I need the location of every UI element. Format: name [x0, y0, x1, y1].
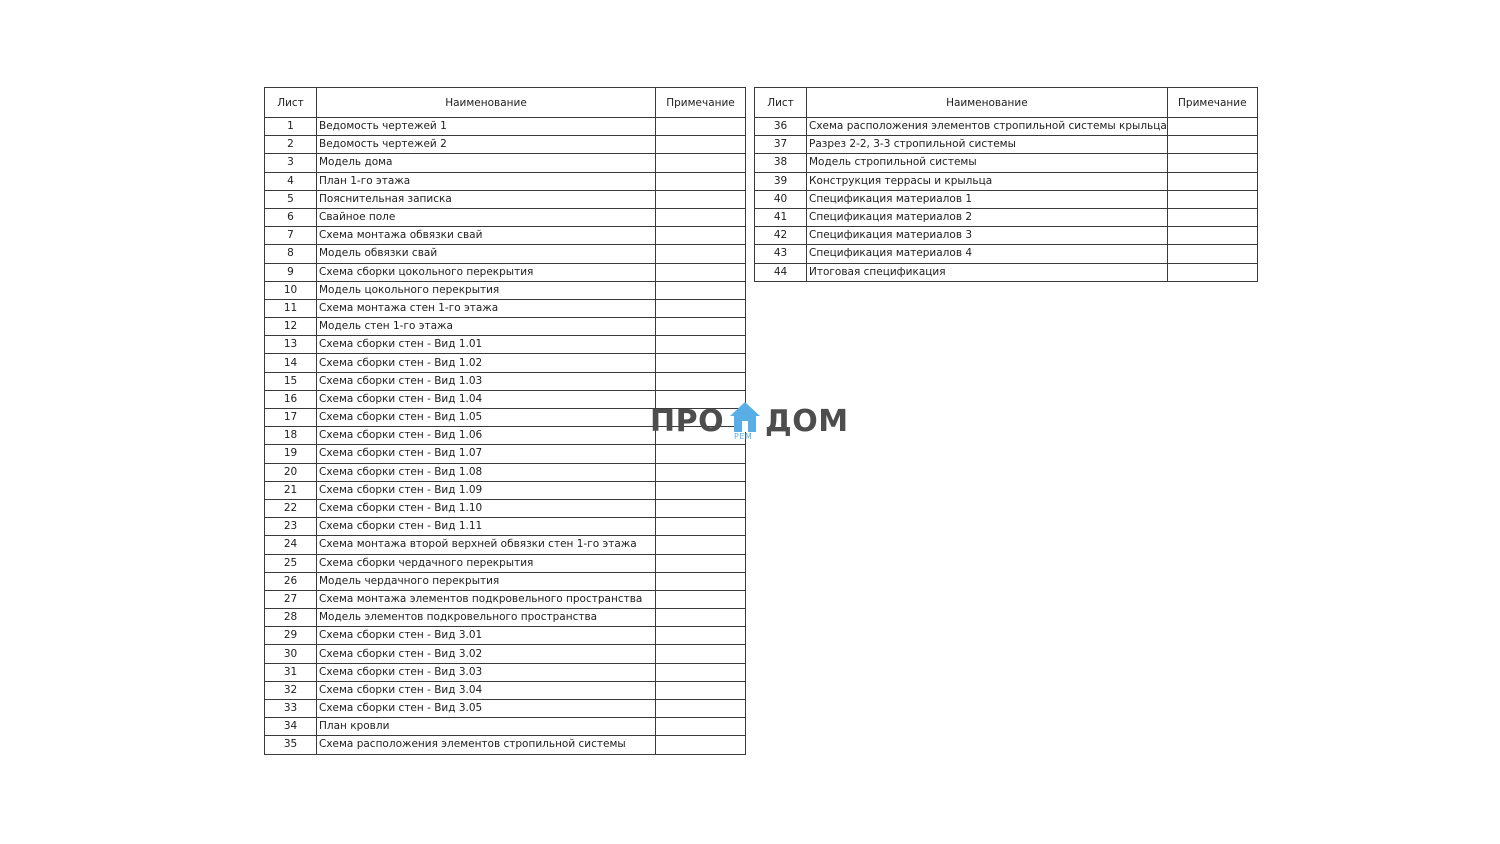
sheet-number-cell: 38 [755, 154, 807, 172]
table-row [265, 154, 746, 172]
note-cell [656, 572, 746, 590]
table-row [265, 136, 746, 154]
table-row [265, 463, 746, 481]
table-row [265, 208, 746, 226]
sheet-number-cell: 14 [265, 354, 317, 372]
sheet-number-cell: 21 [265, 481, 317, 499]
header-note: Примечание [1167, 88, 1257, 118]
sheet-number-cell: 41 [755, 208, 807, 226]
table-row [265, 354, 746, 372]
sheet-name-cell: Спецификация материалов 1 [807, 190, 1168, 208]
sheet-number-cell: 31 [265, 663, 317, 681]
sheet-number-cell: 20 [265, 463, 317, 481]
note-cell [656, 718, 746, 736]
sheet-name-cell: Схема сборки стен - Вид 3.02 [317, 645, 656, 663]
note-cell [656, 154, 746, 172]
sheet-number-cell: 28 [265, 609, 317, 627]
sheet-number-cell: 16 [265, 390, 317, 408]
table-row [265, 281, 746, 299]
table-row [265, 172, 746, 190]
sheet-name-cell: План 1-го этажа [317, 172, 656, 190]
note-cell [656, 700, 746, 718]
note-cell [656, 627, 746, 645]
house-icon [729, 401, 761, 435]
sheet-number-cell: 22 [265, 499, 317, 517]
note-cell [1167, 154, 1257, 172]
table-body-right [755, 118, 1258, 282]
sheet-number-cell: 3 [265, 154, 317, 172]
table-row [265, 554, 746, 572]
sheet-number-cell: 6 [265, 208, 317, 226]
sheet-number-cell: 17 [265, 409, 317, 427]
note-cell [656, 318, 746, 336]
sheet-name-cell: Схема сборки чердачного перекрытия [317, 554, 656, 572]
table-row [755, 136, 1258, 154]
note-cell [656, 736, 746, 754]
drawings-list-table-right [754, 87, 1258, 282]
sheet-name-cell: Схема сборки стен - Вид 1.06 [317, 427, 656, 445]
sheet-number-cell: 13 [265, 336, 317, 354]
table-row [755, 118, 1258, 136]
sheet-name-cell: Схема сборки цокольного перекрытия [317, 263, 656, 281]
sheet-number-cell: 27 [265, 590, 317, 608]
table-row [755, 227, 1258, 245]
table-row [265, 245, 746, 263]
header-note: Примечание [656, 88, 746, 118]
note-cell [656, 536, 746, 554]
note-cell [1167, 245, 1257, 263]
sheet-name-cell: Схема сборки стен - Вид 1.02 [317, 354, 656, 372]
sheet-number-cell: 8 [265, 245, 317, 263]
table-row [265, 190, 746, 208]
sheet-number-cell: 30 [265, 645, 317, 663]
note-cell [656, 481, 746, 499]
table-row [265, 536, 746, 554]
note-cell [656, 118, 746, 136]
sheet-name-cell: План кровли [317, 718, 656, 736]
sheet-name-cell: Модель обвязки свай [317, 245, 656, 263]
table-header-row [265, 88, 746, 118]
sheet-name-cell: Схема сборки стен - Вид 1.08 [317, 463, 656, 481]
note-cell [656, 609, 746, 627]
table-row [265, 681, 746, 699]
header-sheet: Лист [265, 88, 317, 118]
table-row [265, 499, 746, 517]
note-cell [656, 445, 746, 463]
table-row [265, 572, 746, 590]
sheet-name-cell: Разрез 2-2, 3-3 стропильной системы [807, 136, 1168, 154]
table-row [265, 118, 746, 136]
table-header-row [755, 88, 1258, 118]
sheet-number-cell: 25 [265, 554, 317, 572]
table-row [755, 172, 1258, 190]
note-cell [1167, 118, 1257, 136]
sheet-number-cell: 5 [265, 190, 317, 208]
note-cell [1167, 172, 1257, 190]
note-cell [656, 190, 746, 208]
note-cell [1167, 208, 1257, 226]
sheet-name-cell: Схема сборки стен - Вид 1.04 [317, 390, 656, 408]
sheet-number-cell: 2 [265, 136, 317, 154]
sheet-number-cell: 40 [755, 190, 807, 208]
table-row [755, 154, 1258, 172]
sheet-name-cell: Ведомость чертежей 2 [317, 136, 656, 154]
sheet-name-cell: Схема расположения элементов стропильной системы крыльца [807, 118, 1168, 136]
note-cell [656, 590, 746, 608]
sheet-number-cell: 33 [265, 700, 317, 718]
sheet-number-cell: 4 [265, 172, 317, 190]
logo-text-left: ПРО [650, 404, 725, 439]
sheet-name-cell: Спецификация материалов 4 [807, 245, 1168, 263]
sheet-name-cell: Спецификация материалов 3 [807, 227, 1168, 245]
table-row [265, 736, 746, 754]
sheet-name-cell: Модель чердачного перекрытия [317, 572, 656, 590]
sheet-name-cell: Схема сборки стен - Вид 3.03 [317, 663, 656, 681]
sheet-name-cell: Схема сборки стен - Вид 3.04 [317, 681, 656, 699]
sheet-number-cell: 23 [265, 518, 317, 536]
sheet-name-cell: Схема монтажа элементов подкровельного пространства [317, 590, 656, 608]
sheet-name-cell: Схема монтажа обвязки свай [317, 227, 656, 245]
table-row [755, 208, 1258, 226]
table-row [265, 609, 746, 627]
sheet-name-cell: Схема монтажа второй верхней обвязки стен 1-го этажа [317, 536, 656, 554]
sheet-name-cell: Модель цокольного перекрытия [317, 281, 656, 299]
note-cell [1167, 136, 1257, 154]
sheet-number-cell: 34 [265, 718, 317, 736]
sheet-number-cell: 11 [265, 299, 317, 317]
sheet-name-cell: Модель элементов подкровельного пространства [317, 609, 656, 627]
table-row [265, 372, 746, 390]
note-cell [1167, 227, 1257, 245]
sheet-number-cell: 9 [265, 263, 317, 281]
sheet-name-cell: Свайное поле [317, 208, 656, 226]
table-row [265, 299, 746, 317]
table-row [755, 245, 1258, 263]
sheet-name-cell: Схема сборки стен - Вид 1.09 [317, 481, 656, 499]
note-cell [656, 518, 746, 536]
sheet-number-cell: 15 [265, 372, 317, 390]
sheet-name-cell: Модель дома [317, 154, 656, 172]
header-name: Наименование [317, 88, 656, 118]
table-row [265, 627, 746, 645]
note-cell [1167, 263, 1257, 281]
note-cell [656, 354, 746, 372]
sheet-name-cell: Схема сборки стен - Вид 1.03 [317, 372, 656, 390]
sheet-name-cell: Схема сборки стен - Вид 3.01 [317, 627, 656, 645]
sheet-name-cell: Схема сборки стен - Вид 1.10 [317, 499, 656, 517]
note-cell [656, 336, 746, 354]
table-row [265, 481, 746, 499]
note-cell [656, 681, 746, 699]
note-cell [656, 263, 746, 281]
table-row [265, 445, 746, 463]
sheet-name-cell: Схема расположения элементов стропильной системы [317, 736, 656, 754]
sheet-number-cell: 19 [265, 445, 317, 463]
sheet-number-cell: 39 [755, 172, 807, 190]
sheet-name-cell: Схема сборки стен - Вид 1.01 [317, 336, 656, 354]
note-cell [656, 172, 746, 190]
logo-subtext: РЕМ [734, 432, 753, 441]
sheet-number-cell: 10 [265, 281, 317, 299]
note-cell [656, 554, 746, 572]
note-cell [656, 281, 746, 299]
note-cell [656, 299, 746, 317]
sheet-number-cell: 35 [265, 736, 317, 754]
sheet-name-cell: Итоговая спецификация [807, 263, 1168, 281]
logo-text-right: ДОМ [765, 404, 849, 439]
note-cell [656, 227, 746, 245]
table-row [755, 263, 1258, 281]
note-cell [656, 463, 746, 481]
table-row [265, 645, 746, 663]
table-row [265, 263, 746, 281]
header-name: Наименование [807, 88, 1168, 118]
sheet-number-cell: 1 [265, 118, 317, 136]
note-cell [1167, 190, 1257, 208]
table-row [265, 590, 746, 608]
sheet-name-cell: Ведомость чертежей 1 [317, 118, 656, 136]
sheet-name-cell: Схема сборки стен - Вид 1.11 [317, 518, 656, 536]
note-cell [656, 136, 746, 154]
note-cell [656, 372, 746, 390]
sheet-name-cell: Схема монтажа стен 1-го этажа [317, 299, 656, 317]
sheet-number-cell: 18 [265, 427, 317, 445]
table-row [265, 700, 746, 718]
sheet-name-cell: Модель стен 1-го этажа [317, 318, 656, 336]
sheet-number-cell: 44 [755, 263, 807, 281]
sheet-name-cell: Конструкция террасы и крыльца [807, 172, 1168, 190]
sheet-name-cell: Модель стропильной системы [807, 154, 1168, 172]
sheet-number-cell: 7 [265, 227, 317, 245]
table-row [265, 227, 746, 245]
sheet-name-cell: Схема сборки стен - Вид 1.07 [317, 445, 656, 463]
sheet-number-cell: 26 [265, 572, 317, 590]
sheet-name-cell: Схема сборки стен - Вид 3.05 [317, 700, 656, 718]
header-sheet: Лист [755, 88, 807, 118]
note-cell [656, 245, 746, 263]
note-cell [656, 208, 746, 226]
note-cell [656, 645, 746, 663]
note-cell [656, 499, 746, 517]
table-row [265, 336, 746, 354]
table-row [265, 318, 746, 336]
sheet-name-cell: Схема сборки стен - Вид 1.05 [317, 409, 656, 427]
sheet-number-cell: 12 [265, 318, 317, 336]
sheet-number-cell: 24 [265, 536, 317, 554]
sheet-number-cell: 36 [755, 118, 807, 136]
sheet-number-cell: 42 [755, 227, 807, 245]
table-row [265, 663, 746, 681]
note-cell [656, 663, 746, 681]
table-row [265, 718, 746, 736]
sheet-number-cell: 37 [755, 136, 807, 154]
sheet-name-cell: Пояснительная записка [317, 190, 656, 208]
table-row [265, 518, 746, 536]
sheet-number-cell: 32 [265, 681, 317, 699]
sheet-number-cell: 43 [755, 245, 807, 263]
table-row [755, 190, 1258, 208]
sheet-name-cell: Спецификация материалов 2 [807, 208, 1168, 226]
sheet-number-cell: 29 [265, 627, 317, 645]
